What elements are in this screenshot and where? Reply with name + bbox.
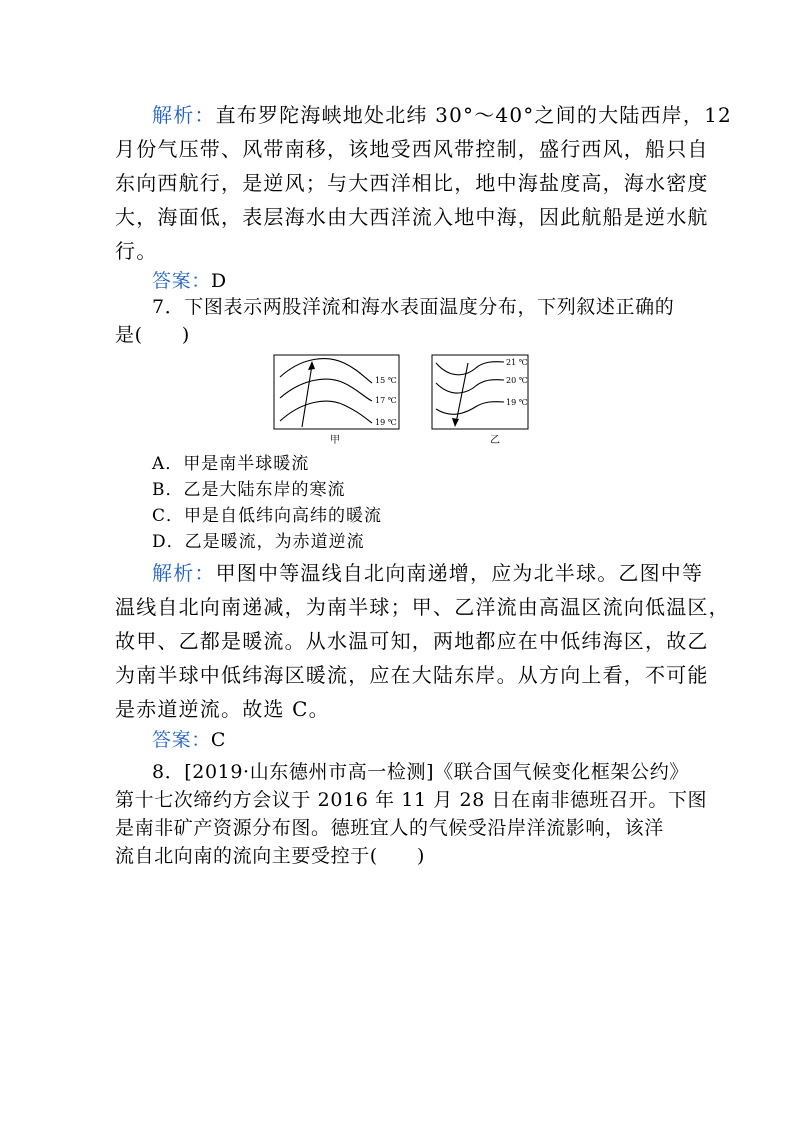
yi-label-21: 21 ℃: [506, 358, 528, 367]
q7-analysis-line-1: 解析：甲图中等温线自北向南递增，应为北半球。乙图中等: [152, 561, 704, 585]
answer-label: 答案：: [152, 270, 211, 292]
q7-option-c: C．甲是自低纬向高纬的暖流: [152, 506, 383, 526]
q7-option-b: B．乙是大陆东岸的寒流: [152, 480, 346, 500]
q6-analysis-line-4: 大，海面低，表层海水由大西洋流入地中海，因此航船是逆水航: [115, 205, 709, 229]
figure-yi-caption: 乙: [490, 435, 500, 445]
figure-jia: [274, 355, 399, 445]
q7-analysis-line-4: 为南半球中低纬海区暖流，应在大陆东岸。从方向上看，不可能: [115, 663, 709, 687]
q7-stem-line-2: 是( ): [115, 324, 190, 346]
answer-label: 答案：: [152, 729, 211, 751]
yi-label-20: 20 ℃: [506, 376, 528, 385]
q7-answer: 答案：C: [152, 729, 226, 751]
yi-isotherm-19: [436, 402, 504, 415]
figure-jia-caption: 甲: [330, 435, 340, 445]
jia-label-15: 15 ℃: [375, 376, 397, 385]
jia-isotherm-17: [280, 379, 372, 401]
q8-stem-line-1: 8．[2019·山东德州市高一检测]《联合国气候变化框架公约》: [152, 761, 689, 783]
yi-isotherm-20: [436, 380, 504, 393]
q6-analysis-line-3: 东向西航行，是逆风；与大西洋相比，地中海盐度高，海水密度: [115, 171, 709, 195]
jia-current-arrow: [302, 365, 312, 427]
q7-option-d: D．乙是暖流，为赤道逆流: [152, 532, 365, 552]
analysis-label: 解析：: [152, 561, 216, 585]
q6-analysis-line-2: 月份气压带、风带南移，该地受西风带控制，盛行西风，船只自: [115, 137, 709, 161]
analysis-label: 解析：: [152, 103, 216, 127]
jia-arrowhead: [308, 361, 315, 370]
q7-analysis-line-5: 是赤道逆流。故选 C。: [115, 697, 330, 721]
jia-label-17: 17 ℃: [375, 396, 397, 405]
q7-stem-line-1: 7．下图表示两股洋流和海水表面温度分布，下列叙述正确的: [152, 296, 675, 318]
q8-stem-line-2: 第十七次缔约方会议于 2016 年 11 月 28 日在南非德班召开。下图: [115, 789, 708, 811]
yi-label-19: 19 ℃: [506, 398, 528, 407]
q8-stem-line-4: 流自北向南的流向主要受控于( ): [115, 845, 426, 867]
isotherm-diagrams: [272, 353, 532, 445]
jia-label-19: 19 ℃: [375, 418, 397, 427]
yi-arrowhead: [452, 418, 459, 427]
q8-stem-line-3: 是南非矿产资源分布图。德班宜人的气候受沿岸洋流影响，该洋: [115, 817, 664, 839]
q7-option-a: A．甲是南半球暖流: [152, 454, 310, 474]
q6-answer: 答案：D: [152, 270, 227, 292]
figure-yi: [432, 355, 528, 445]
q6-analysis-line-5: 行。: [115, 239, 158, 263]
q6-analysis-line-1: 解析：直布罗陀海峡地处北纬 30°～40°之间的大陆西岸，12: [152, 103, 732, 127]
yi-isotherm-21: [436, 362, 504, 375]
q7-analysis-line-3: 故甲、乙都是暖流。从水温可知，两地都应在中低纬海区，故乙: [115, 629, 709, 653]
jia-isotherm-19: [280, 401, 372, 423]
q7-analysis-line-2: 温线自北向南递减，为南半球；甲、乙洋流由高温区流向低温区，: [115, 595, 730, 619]
q7-figures: [272, 353, 532, 445]
